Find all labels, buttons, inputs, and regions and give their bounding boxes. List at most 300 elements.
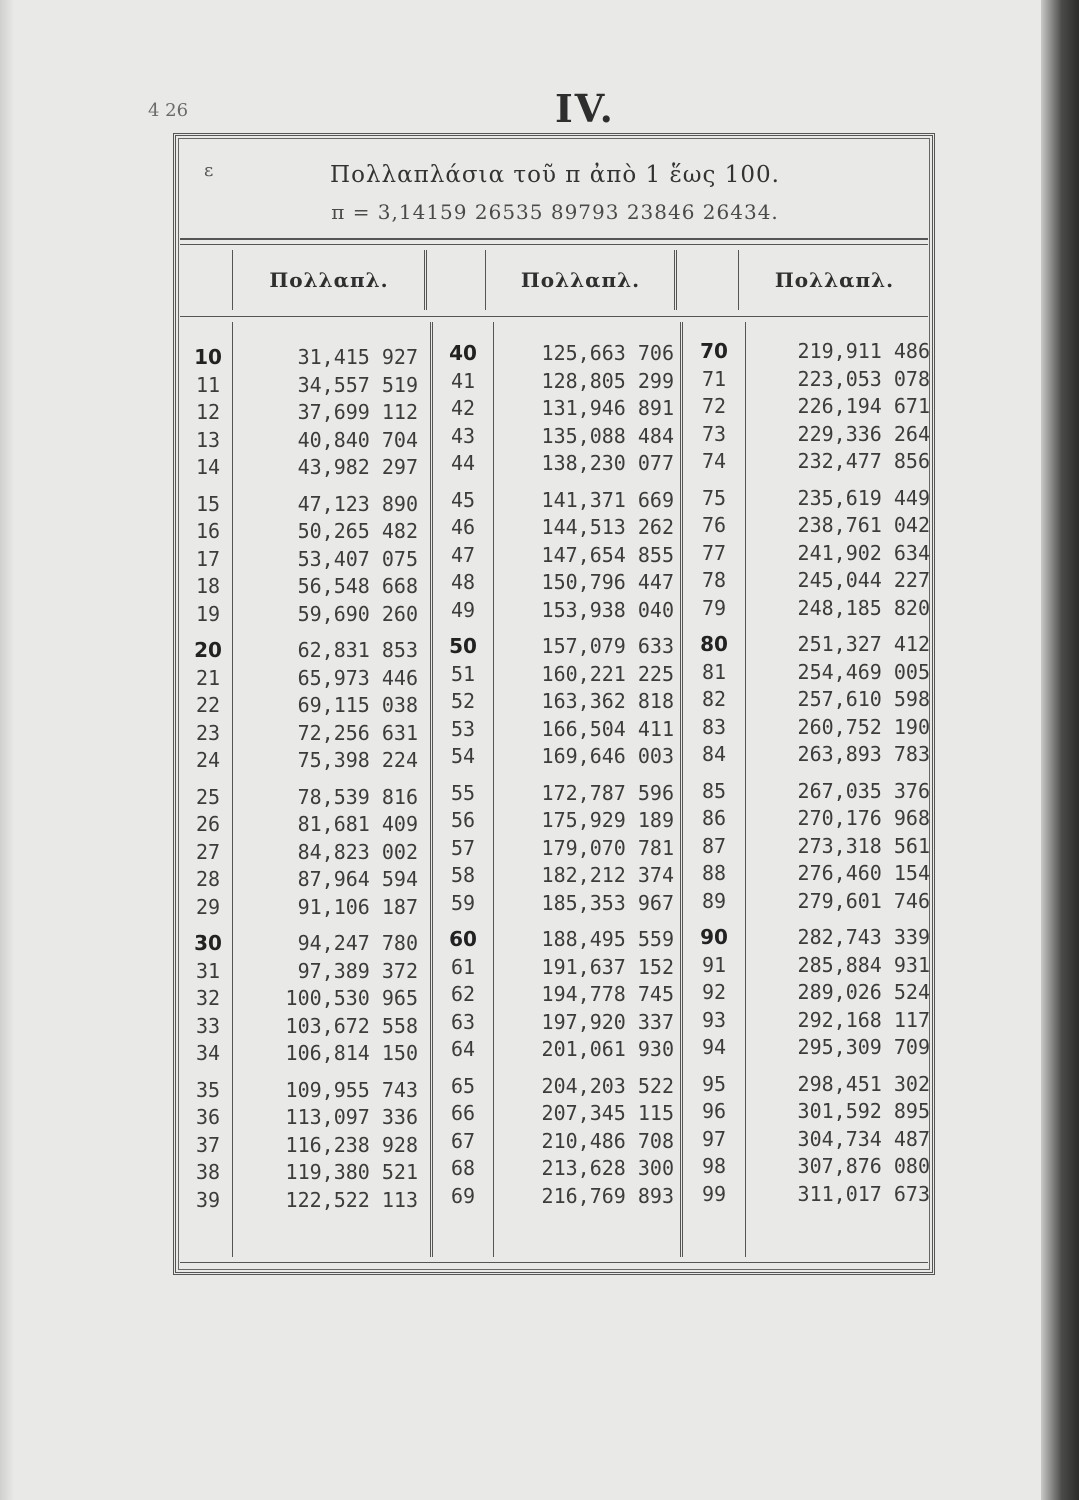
column-header: Πολλαπλ. <box>520 268 641 292</box>
product-cell: 153,938 040 <box>541 597 674 622</box>
product-cell: 285,884 931 <box>797 952 930 977</box>
table-row <box>186 930 418 958</box>
table-row <box>436 597 674 625</box>
multiplier-cell: 73 <box>701 421 727 446</box>
title-rule-thin <box>180 244 928 245</box>
table-row <box>436 661 674 689</box>
table-row <box>686 1007 930 1035</box>
multiplier-cell: 98 <box>701 1154 727 1178</box>
column-divider <box>430 322 433 1257</box>
product-cell: 298,451 302 <box>797 1071 930 1096</box>
product-cell: 87,964 594 <box>297 867 418 891</box>
product-cell: 229,336 264 <box>797 421 930 446</box>
multiplier-cell: 52 <box>450 689 476 713</box>
product-cell: 304,734 487 <box>797 1126 930 1151</box>
table-row <box>686 778 930 806</box>
multiplier-cell: 20 <box>194 638 222 662</box>
product-cell: 72,256 631 <box>297 720 418 745</box>
multiplier-cell: 83 <box>701 714 727 739</box>
product-cell: 53,407 075 <box>297 546 418 571</box>
row-group <box>436 487 674 625</box>
product-cell: 282,743 339 <box>797 925 930 949</box>
product-cell: 292,168 117 <box>797 1007 930 1032</box>
multiplier-cell: 22 <box>195 693 221 717</box>
table-row <box>686 659 930 687</box>
multiplier-cell: 67 <box>450 1128 476 1153</box>
product-cell: 37,699 112 <box>297 400 418 424</box>
product-cell: 116,238 928 <box>285 1132 418 1157</box>
multiplier-cell: 34 <box>195 1041 221 1065</box>
product-cell: 125,663 706 <box>541 341 674 365</box>
product-cell: 188,495 559 <box>541 927 674 951</box>
multiplier-cell: 77 <box>701 540 727 565</box>
multiplier-cell: 33 <box>195 1013 221 1038</box>
product-cell: 31,415 927 <box>297 345 418 369</box>
multiplier-cell: 68 <box>450 1156 476 1180</box>
multiplier-cell: 35 <box>195 1077 221 1102</box>
product-cell: 138,230 077 <box>541 451 674 475</box>
table-row <box>436 1009 674 1037</box>
table-row <box>686 567 930 595</box>
multiplier-cell: 70 <box>700 339 728 363</box>
multiplier-cell: 57 <box>450 835 476 860</box>
product-cell: 213,628 300 <box>541 1156 674 1180</box>
multiplier-cell: 58 <box>450 863 476 887</box>
multiplier-cell: 59 <box>450 890 476 915</box>
multiples-column-70-99 <box>686 338 930 1217</box>
product-cell: 216,769 893 <box>541 1183 674 1208</box>
pi-value-line: π = 3,14159 26535 89793 23846 26434. <box>331 200 779 224</box>
table-row <box>686 393 930 421</box>
multiplier-cell: 71 <box>701 366 727 391</box>
table-row <box>686 448 930 476</box>
table-row <box>686 833 930 861</box>
table-row <box>186 344 418 372</box>
column-divider <box>680 322 683 1257</box>
product-cell: 179,070 781 <box>541 835 674 860</box>
product-cell: 263,893 783 <box>797 742 930 766</box>
multiplier-cell: 42 <box>450 396 476 420</box>
multiplier-cell: 13 <box>195 427 221 452</box>
multiplier-cell: 99 <box>701 1181 727 1206</box>
table-row <box>186 866 418 894</box>
table-row <box>686 540 930 568</box>
table-row <box>436 1155 674 1183</box>
table-row <box>686 1181 930 1209</box>
product-cell: 311,017 673 <box>797 1181 930 1206</box>
product-cell: 119,380 521 <box>285 1160 418 1184</box>
table-row <box>186 665 418 693</box>
multiplier-cell: 66 <box>450 1101 476 1125</box>
product-cell: 163,362 818 <box>541 689 674 713</box>
table-row <box>186 894 418 922</box>
multiplier-cell: 87 <box>701 833 727 858</box>
row-group <box>436 633 674 771</box>
multiplier-cell: 45 <box>450 487 476 512</box>
product-cell: 295,309 709 <box>797 1035 930 1059</box>
multiplier-cell: 91 <box>701 952 727 977</box>
product-cell: 270,176 968 <box>797 806 930 830</box>
product-cell: 166,504 411 <box>541 716 674 741</box>
table-row <box>186 518 418 546</box>
row-group <box>186 637 418 775</box>
product-cell: 59,690 260 <box>297 601 418 626</box>
product-cell: 97,389 372 <box>297 958 418 983</box>
multiplier-cell: 78 <box>701 568 727 592</box>
multiplier-cell: 41 <box>450 368 476 393</box>
header-divider <box>738 250 739 310</box>
product-cell: 245,044 227 <box>797 568 930 592</box>
table-row <box>186 1104 418 1132</box>
table-row <box>686 686 930 714</box>
multiplier-cell: 12 <box>195 400 221 424</box>
product-cell: 223,053 078 <box>797 366 930 391</box>
multiplier-cell: 36 <box>195 1105 221 1129</box>
column-header: Πολλαπλ. <box>269 268 389 292</box>
multiplier-cell: 31 <box>195 958 221 983</box>
multiplier-cell: 21 <box>195 665 221 690</box>
table-row <box>436 368 674 396</box>
product-cell: 226,194 671 <box>797 394 930 418</box>
table-row <box>436 633 674 661</box>
table-row <box>436 780 674 808</box>
product-cell: 100,530 965 <box>285 986 418 1010</box>
product-cell: 94,247 780 <box>297 931 418 955</box>
product-cell: 135,088 484 <box>541 423 674 448</box>
table-row <box>186 601 418 629</box>
row-group <box>686 778 930 916</box>
table-row <box>186 811 418 839</box>
multiplier-cell: 25 <box>195 784 221 809</box>
multiplier-cell: 94 <box>701 1035 727 1059</box>
table-row <box>686 1126 930 1154</box>
product-cell: 78,539 816 <box>297 784 418 809</box>
multiples-column-10-39 <box>186 344 418 1223</box>
table-row <box>686 805 930 833</box>
table-row <box>186 958 418 986</box>
multiplier-cell: 24 <box>195 748 221 772</box>
table-row <box>436 450 674 478</box>
row-group <box>186 930 418 1068</box>
table-row <box>436 890 674 918</box>
product-cell: 103,672 558 <box>285 1013 418 1038</box>
multiplier-cell: 81 <box>701 659 727 684</box>
multiplier-cell: 47 <box>450 542 476 567</box>
table-row <box>436 807 674 835</box>
row-group <box>686 1071 930 1209</box>
header-divider <box>674 250 677 310</box>
table-row <box>436 1183 674 1211</box>
multiplier-cell: 48 <box>450 570 476 594</box>
product-cell: 219,911 486 <box>797 339 930 363</box>
multiplier-cell: 93 <box>701 1007 727 1032</box>
multiplier-cell: 37 <box>195 1132 221 1157</box>
product-cell: 241,902 634 <box>797 540 930 565</box>
product-cell: 43,982 297 <box>297 455 418 479</box>
table-row <box>436 688 674 716</box>
product-cell: 160,221 225 <box>541 661 674 686</box>
table-row <box>436 1073 674 1101</box>
header-divider <box>232 250 233 310</box>
multiplier-cell: 88 <box>701 861 727 885</box>
table-row <box>186 1040 418 1068</box>
multiplier-cell: 75 <box>701 485 727 510</box>
product-cell: 50,265 482 <box>297 519 418 543</box>
table-row <box>436 862 674 890</box>
product-cell: 191,637 152 <box>541 954 674 979</box>
product-cell: 40,840 704 <box>297 427 418 452</box>
multiplier-cell: 17 <box>195 546 221 571</box>
table-row <box>436 1100 674 1128</box>
multiplier-cell: 82 <box>701 687 727 711</box>
multiplier-cell: 39 <box>195 1187 221 1212</box>
table-row <box>436 487 674 515</box>
title-rule <box>180 238 928 240</box>
table-row <box>686 512 930 540</box>
table-row <box>186 454 418 482</box>
product-cell: 56,548 668 <box>297 574 418 598</box>
table-row <box>436 569 674 597</box>
table-row <box>436 514 674 542</box>
table-row <box>686 714 930 742</box>
product-cell: 81,681 409 <box>297 812 418 836</box>
multiplier-cell: 60 <box>449 927 477 951</box>
product-cell: 131,946 891 <box>541 396 674 420</box>
table-row <box>186 399 418 427</box>
page-left-shadow <box>0 0 14 1500</box>
multiplier-cell: 26 <box>195 812 221 836</box>
product-cell: 169,646 003 <box>541 744 674 768</box>
product-cell: 238,761 042 <box>797 513 930 537</box>
product-cell: 248,185 820 <box>797 595 930 620</box>
product-cell: 276,460 154 <box>797 861 930 885</box>
table-row <box>436 423 674 451</box>
product-cell: 251,327 412 <box>797 632 930 656</box>
product-cell: 62,831 853 <box>297 638 418 662</box>
table-row <box>186 720 418 748</box>
multiplier-cell: 89 <box>701 888 727 913</box>
multiplier-cell: 65 <box>450 1073 476 1098</box>
product-cell: 147,654 855 <box>541 542 674 567</box>
product-cell: 185,353 967 <box>541 890 674 915</box>
table-row <box>186 1132 418 1160</box>
multiplier-cell: 61 <box>450 954 476 979</box>
product-cell: 122,522 113 <box>285 1187 418 1212</box>
product-cell: 201,061 930 <box>541 1037 674 1061</box>
row-group <box>186 344 418 482</box>
multiplier-cell: 74 <box>701 449 727 473</box>
multiplier-cell: 50 <box>449 634 477 658</box>
multiplier-cell: 53 <box>450 716 476 741</box>
product-cell: 267,035 376 <box>797 778 930 803</box>
multiplier-cell: 85 <box>701 778 727 803</box>
table-row <box>186 1077 418 1105</box>
multiplier-cell: 30 <box>194 931 222 955</box>
table-row <box>686 979 930 1007</box>
multiplier-cell: 54 <box>450 744 476 768</box>
multiplier-cell: 49 <box>450 597 476 622</box>
header-divider <box>424 250 427 310</box>
table-row <box>686 1034 930 1062</box>
multiplier-cell: 97 <box>701 1126 727 1151</box>
table-row <box>686 421 930 449</box>
product-cell: 106,814 150 <box>285 1041 418 1065</box>
product-cell: 197,920 337 <box>541 1009 674 1034</box>
product-cell: 194,778 745 <box>541 982 674 1006</box>
product-cell: 175,929 189 <box>541 808 674 832</box>
multiples-column-40-69 <box>436 340 674 1219</box>
product-cell: 254,469 005 <box>797 659 930 684</box>
product-cell: 289,026 524 <box>797 980 930 1004</box>
page-number: 4 26 <box>148 100 189 121</box>
product-cell: 141,371 669 <box>541 487 674 512</box>
multiplier-cell: 69 <box>450 1183 476 1208</box>
table-row <box>686 860 930 888</box>
row-group <box>686 631 930 769</box>
multiplier-cell: 11 <box>195 372 221 397</box>
table-row <box>186 839 418 867</box>
table-row <box>436 395 674 423</box>
multiplier-cell: 64 <box>450 1037 476 1061</box>
row-group <box>436 1073 674 1211</box>
table-row <box>186 427 418 455</box>
table-row <box>686 631 930 659</box>
product-cell: 34,557 519 <box>297 372 418 397</box>
row-group <box>686 924 930 1062</box>
product-cell: 279,601 746 <box>797 888 930 913</box>
product-cell: 150,796 447 <box>541 570 674 594</box>
table-row <box>436 926 674 954</box>
multiplier-cell: 96 <box>701 1099 727 1123</box>
multiplier-cell: 43 <box>450 423 476 448</box>
product-cell: 128,805 299 <box>541 368 674 393</box>
table-row <box>186 784 418 812</box>
product-cell: 47,123 890 <box>297 491 418 516</box>
corner-mark: ε <box>204 160 214 181</box>
multiplier-cell: 72 <box>701 394 727 418</box>
product-cell: 113,097 336 <box>285 1105 418 1129</box>
multiplier-cell: 63 <box>450 1009 476 1034</box>
bottom-rule <box>180 1262 928 1263</box>
product-cell: 69,115 038 <box>297 693 418 717</box>
table-row <box>186 637 418 665</box>
multiplier-cell: 40 <box>449 341 477 365</box>
multiplier-cell: 23 <box>195 720 221 745</box>
multiplier-cell: 10 <box>194 345 222 369</box>
multiplier-cell: 79 <box>701 595 727 620</box>
table-row <box>686 1153 930 1181</box>
table-row <box>186 491 418 519</box>
product-cell: 301,592 895 <box>797 1099 930 1123</box>
row-group <box>686 485 930 623</box>
multiplier-cell: 44 <box>450 451 476 475</box>
table-row <box>186 573 418 601</box>
product-cell: 157,079 633 <box>541 634 674 658</box>
row-group <box>436 926 674 1064</box>
table-row <box>186 985 418 1013</box>
multiplier-cell: 95 <box>701 1071 727 1096</box>
table-row <box>686 888 930 916</box>
multiplier-cell: 32 <box>195 986 221 1010</box>
multiplier-cell: 28 <box>195 867 221 891</box>
product-cell: 235,619 449 <box>797 485 930 510</box>
multiplier-cell: 46 <box>450 515 476 539</box>
product-cell: 109,955 743 <box>285 1077 418 1102</box>
multiplier-cell: 18 <box>195 574 221 598</box>
row-group <box>186 491 418 629</box>
table-row <box>436 954 674 982</box>
table-row <box>686 924 930 952</box>
product-cell: 257,610 598 <box>797 687 930 711</box>
row-group <box>186 1077 418 1215</box>
multiplier-cell: 84 <box>701 742 727 766</box>
row-group <box>436 340 674 478</box>
chapter-heading: IV. <box>555 86 615 131</box>
column-header: Πολλαπλ. <box>774 268 895 292</box>
table-row <box>436 1128 674 1156</box>
table-title: Πολλαπλάσια τοῦ π ἀπὸ 1 ἕως 100. <box>330 162 780 188</box>
product-cell: 207,345 115 <box>541 1101 674 1125</box>
multiplier-cell: 90 <box>700 925 728 949</box>
table-row <box>436 1036 674 1064</box>
table-row <box>436 716 674 744</box>
multiplier-cell: 86 <box>701 806 727 830</box>
product-cell: 260,752 190 <box>797 714 930 739</box>
row-group <box>686 338 930 476</box>
table-row <box>436 835 674 863</box>
table-row <box>686 338 930 366</box>
multiplier-cell: 80 <box>700 632 728 656</box>
product-cell: 232,477 856 <box>797 449 930 473</box>
product-cell: 144,513 262 <box>541 515 674 539</box>
table-row <box>436 981 674 1009</box>
multiplier-cell: 27 <box>195 839 221 864</box>
multiplier-cell: 19 <box>195 601 221 626</box>
table-row <box>186 692 418 720</box>
table-row <box>686 741 930 769</box>
header-rule <box>180 316 928 317</box>
product-cell: 307,876 080 <box>797 1154 930 1178</box>
multiplier-cell: 56 <box>450 808 476 832</box>
table-row <box>686 485 930 513</box>
book-spine-edge <box>1041 0 1079 1500</box>
table-row <box>686 595 930 623</box>
header-divider <box>485 250 486 310</box>
multiplier-cell: 62 <box>450 982 476 1006</box>
product-cell: 210,486 708 <box>541 1128 674 1153</box>
product-cell: 204,203 522 <box>541 1073 674 1098</box>
multiplier-cell: 76 <box>701 513 727 537</box>
table-row <box>186 1159 418 1187</box>
table-row <box>186 747 418 775</box>
table-row <box>686 366 930 394</box>
row-group <box>186 784 418 922</box>
product-cell: 273,318 561 <box>797 833 930 858</box>
row-group <box>436 780 674 918</box>
product-cell: 182,212 374 <box>541 863 674 887</box>
table-row <box>186 1187 418 1215</box>
multiplier-cell: 14 <box>195 455 221 479</box>
table-row <box>186 1013 418 1041</box>
multiplier-cell: 29 <box>195 894 221 919</box>
table-row <box>686 1071 930 1099</box>
product-cell: 84,823 002 <box>297 839 418 864</box>
table-row <box>686 1098 930 1126</box>
multiplier-cell: 15 <box>195 491 221 516</box>
multiplier-cell: 92 <box>701 980 727 1004</box>
multiplier-cell: 51 <box>450 661 476 686</box>
product-cell: 172,787 596 <box>541 780 674 805</box>
